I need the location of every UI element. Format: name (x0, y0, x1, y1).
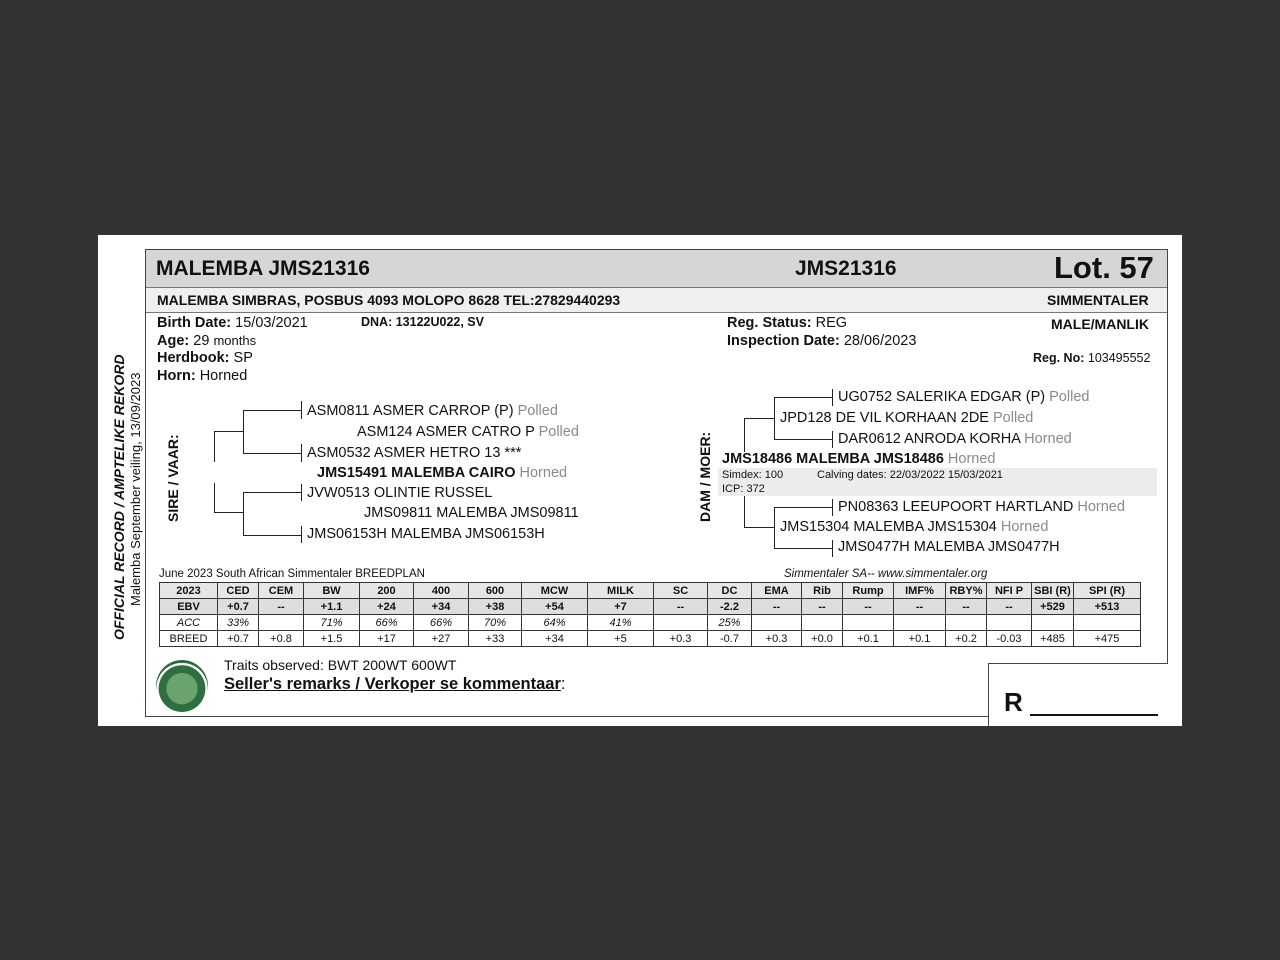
ebv-row (160, 599, 1141, 615)
sex: MALE/MANLIK (1051, 316, 1149, 332)
table-cell: 71% (304, 615, 360, 631)
table-cell: BREED (160, 631, 218, 647)
table-cell (752, 615, 802, 631)
table-cell: -- (843, 599, 894, 615)
birth-date: Birth Date: 15/03/2021 (157, 315, 308, 331)
table-cell (259, 615, 304, 631)
price-currency: R (1004, 687, 1023, 717)
table-cell: CED (218, 583, 259, 599)
table-cell: 25% (708, 615, 752, 631)
table-cell: RBY% (946, 583, 987, 599)
table-cell: +475 (1074, 631, 1141, 647)
table-cell: SBI (R) (1032, 583, 1074, 599)
table-cell: +0.1 (894, 631, 946, 647)
breedplan-title: June 2023 South African Simmentaler BREEDPLAN (159, 568, 425, 580)
table-cell: Rump (843, 583, 894, 599)
table-cell: -- (259, 599, 304, 615)
table-cell: 66% (360, 615, 414, 631)
table-cell: ACC (160, 615, 218, 631)
traits-observed: Traits observed: BWT 200WT 600WT (224, 657, 457, 673)
herdbook: Herdbook: SP (157, 350, 253, 366)
breeder-line: MALEMBA SIMBRAS, POSBUS 4093 MOLOPO 8628 TEL:27829440293 (157, 292, 621, 308)
table-cell: +0.7 (218, 631, 259, 647)
table-cell: +0.1 (843, 631, 894, 647)
table-cell: CEM (259, 583, 304, 599)
table-cell: +1.1 (304, 599, 360, 615)
sire-ggd2: JMS06153H MALEMBA JMS06153H (307, 526, 545, 542)
dam-gd: JMS15304 MALEMBA JMS15304 Horned (780, 519, 1049, 535)
table-header-row (160, 583, 1141, 599)
table-cell (802, 615, 843, 631)
table-cell (894, 615, 946, 631)
acc-row (160, 615, 1141, 631)
table-cell: +0.7 (218, 599, 259, 615)
sire-label: SIRE / VAAR: (165, 434, 181, 522)
table-cell: MCW (522, 583, 588, 599)
table-cell (987, 615, 1032, 631)
sire-ggd: ASM0532 ASMER HETRO 13 *** (307, 445, 522, 461)
inspection-date: Inspection Date: 28/06/2023 (727, 333, 917, 349)
table-cell: -0.03 (987, 631, 1032, 647)
table-cell (1074, 615, 1141, 631)
table-cell: +1.5 (304, 631, 360, 647)
table-cell: 41% (588, 615, 654, 631)
table-cell: +38 (469, 599, 522, 615)
table-cell: +5 (588, 631, 654, 647)
table-cell: EBV (160, 599, 218, 615)
ebv-table (159, 582, 1141, 647)
table-cell: +34 (522, 631, 588, 647)
dam-icp: ICP: 372 (722, 483, 765, 495)
lot-number: Lot. 57 (1054, 250, 1154, 285)
table-cell: 66% (414, 615, 469, 631)
reg-no: Reg. No: 103495552 (1033, 351, 1151, 365)
official-record-label: OFFICIAL RECORD / AMPTELIKE REKORD (111, 354, 127, 640)
table-cell: IMF% (894, 583, 946, 599)
table-cell: +529 (1032, 599, 1074, 615)
animal-name: MALEMBA JMS21316 (156, 257, 370, 280)
table-cell: NFI P (987, 583, 1032, 599)
dam-name: JMS18486 MALEMBA JMS18486 Horned (722, 451, 996, 467)
table-cell: EMA (752, 583, 802, 599)
table-cell: SPI (R) (1074, 583, 1141, 599)
table-cell: +33 (469, 631, 522, 647)
sale-name: Malemba September veiling, 13/09/2023 (128, 372, 143, 606)
table-cell: BW (304, 583, 360, 599)
table-cell: -- (752, 599, 802, 615)
table-cell: +54 (522, 599, 588, 615)
table-cell (1032, 615, 1074, 631)
table-cell: +27 (414, 631, 469, 647)
table-cell: 400 (414, 583, 469, 599)
table-cell: +485 (1032, 631, 1074, 647)
table-cell: -- (987, 599, 1032, 615)
table-cell: +513 (1074, 599, 1141, 615)
table-cell: +0.3 (752, 631, 802, 647)
dam-ggd2: JMS0477H MALEMBA JMS0477H (838, 539, 1060, 555)
table-cell (946, 615, 987, 631)
table-cell: 70% (469, 615, 522, 631)
table-cell (654, 615, 708, 631)
table-cell: -2.2 (708, 599, 752, 615)
reg-status: Reg. Status: REG (727, 315, 848, 331)
table-cell: 2023 (160, 583, 218, 599)
animal-id: JMS21316 (795, 257, 897, 280)
table-cell: +0.8 (259, 631, 304, 647)
table-cell: -0.7 (708, 631, 752, 647)
dam-label: DAM / MOER: (697, 431, 713, 522)
table-cell: DC (708, 583, 752, 599)
table-cell: 33% (218, 615, 259, 631)
table-cell: -- (654, 599, 708, 615)
table-cell: +24 (360, 599, 414, 615)
dam-ggd: DAR0612 ANRODA KORHA Horned (838, 431, 1072, 447)
table-cell: SC (654, 583, 708, 599)
sire-ggs: ASM0811 ASMER CARROP (P) Polled (307, 403, 558, 419)
dam-ggs2: PN08363 LEEUPOORT HARTLAND Horned (838, 499, 1125, 515)
dam-calving-dates: Calving dates: 22/03/2022 15/03/2021 (817, 469, 1003, 481)
sire-name: JMS15491 MALEMBA CAIRO Horned (317, 465, 568, 481)
dam-ggs: UG0752 SALERIKA EDGAR (P) Polled (838, 389, 1090, 405)
table-cell: 64% (522, 615, 588, 631)
table-cell: +0.3 (654, 631, 708, 647)
table-cell: Rib (802, 583, 843, 599)
table-cell (843, 615, 894, 631)
breed-row (160, 631, 1141, 647)
simmentaler-logo (156, 660, 208, 712)
table-cell: +34 (414, 599, 469, 615)
price-line[interactable] (1030, 714, 1158, 716)
table-cell: +0.2 (946, 631, 987, 647)
table-cell: -- (894, 599, 946, 615)
sire-gs: ASM124 ASMER CATRO P Polled (357, 424, 579, 440)
dam-gs: JPD128 DE VIL KORHAAN 2DE Polled (780, 410, 1034, 426)
table-cell: -- (802, 599, 843, 615)
breedplan-site: Simmentaler SA-- www.simmentaler.org (784, 568, 988, 580)
breed: SIMMENTALER (1047, 292, 1149, 308)
table-cell: -- (946, 599, 987, 615)
age: Age: 29 months (157, 333, 257, 349)
sire-gd: JMS09811 MALEMBA JMS09811 (364, 505, 579, 521)
dam-simdex: Simdex: 100 (722, 469, 784, 481)
table-cell: +17 (360, 631, 414, 647)
horn: Horn: Horned (157, 368, 248, 384)
table-cell: 600 (469, 583, 522, 599)
table-cell: MILK (588, 583, 654, 599)
dna: DNA: 13122U022, SV (361, 315, 484, 329)
sire-ggs2: JVW0513 OLINTIE RUSSEL (307, 485, 493, 501)
table-cell: 200 (360, 583, 414, 599)
seller-remarks-label: Seller's remarks / Verkoper se kommentaar: (224, 675, 566, 693)
table-cell: +7 (588, 599, 654, 615)
table-cell: +0.0 (802, 631, 843, 647)
